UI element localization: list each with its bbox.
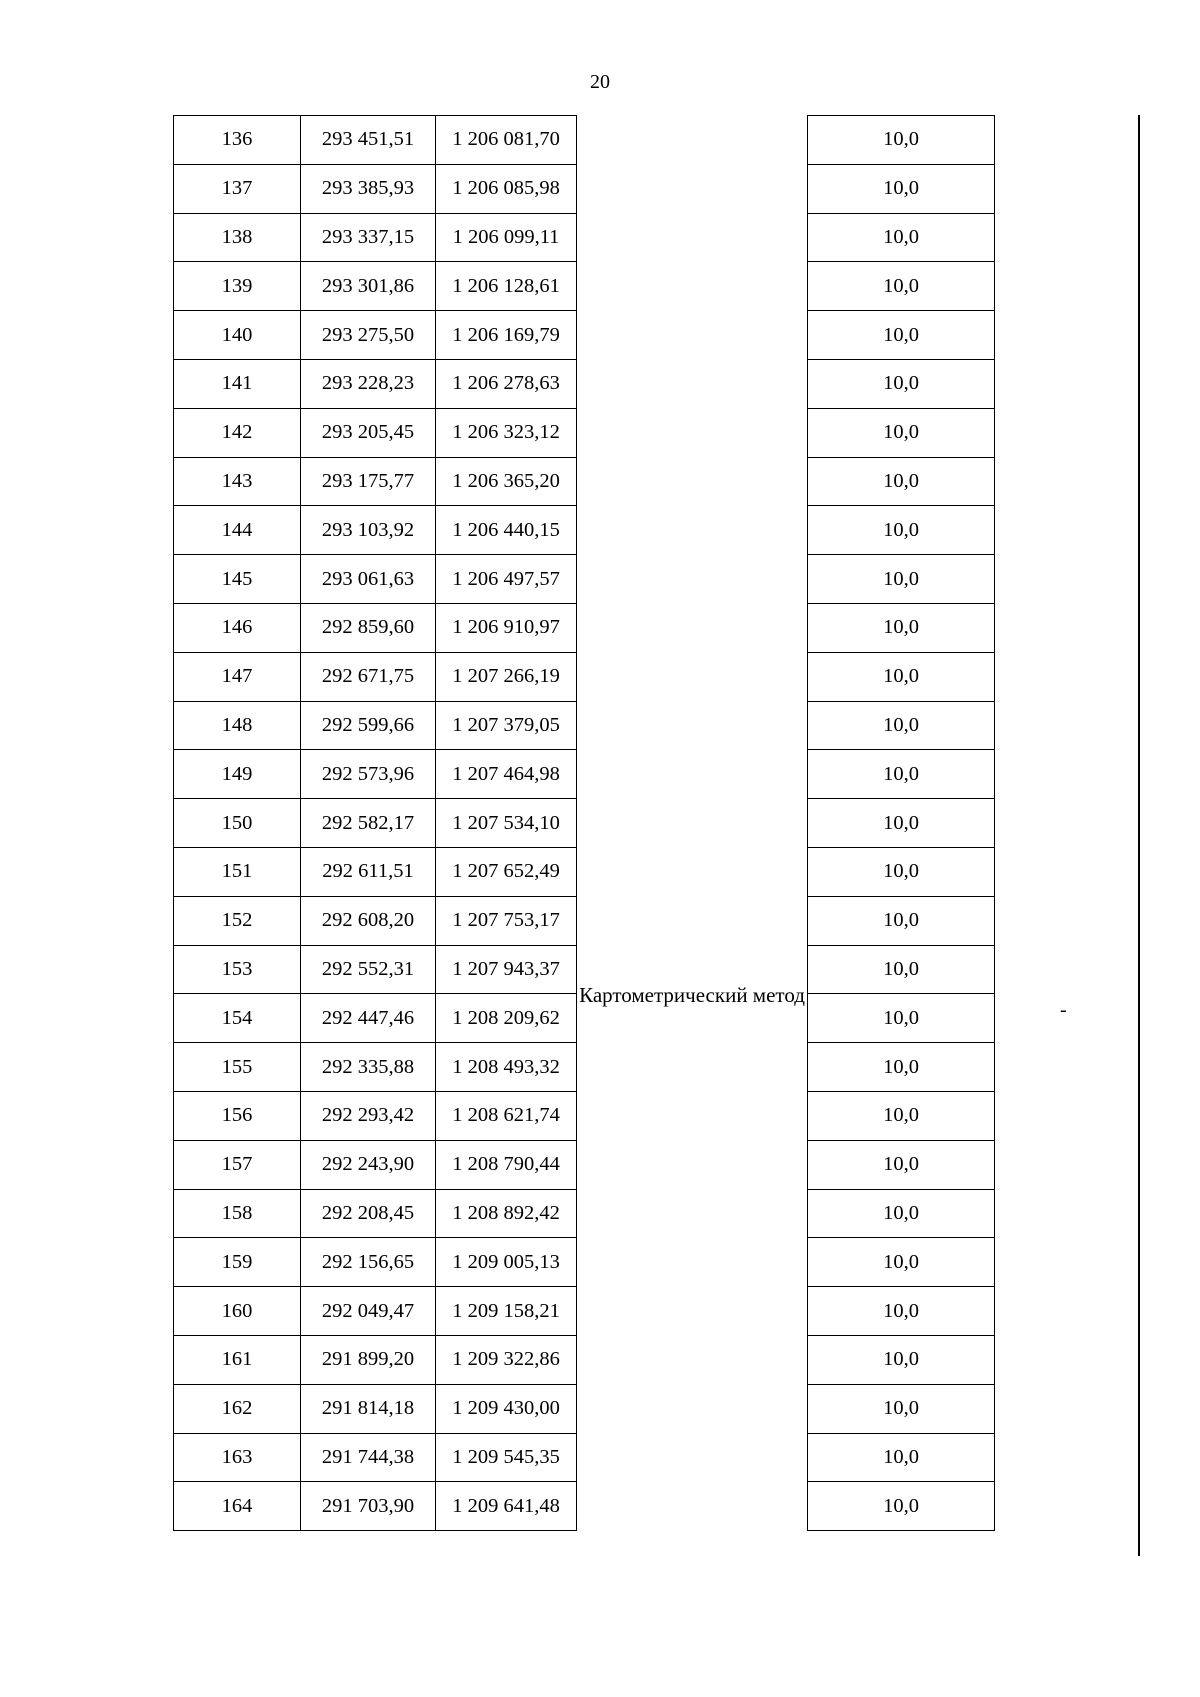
table-row: [808, 945, 995, 994]
y-coordinate-cell: 1 207 534,10: [436, 799, 577, 848]
table-row: [174, 701, 577, 750]
coordinates-table: [173, 115, 577, 1531]
y-coordinate-cell: 1 207 464,98: [436, 750, 577, 799]
point-number-cell: 162: [174, 1384, 301, 1433]
y-coordinate-cell: 1 208 892,42: [436, 1189, 577, 1238]
accuracy-cell: 10,0: [808, 457, 995, 506]
x-coordinate-cell: 293 385,93: [301, 164, 436, 213]
table-row: [808, 1287, 995, 1336]
y-coordinate-cell: 1 206 497,57: [436, 555, 577, 604]
point-number-cell: 161: [174, 1335, 301, 1384]
accuracy-cell: 10,0: [808, 1433, 995, 1482]
table-row: [174, 652, 577, 701]
y-coordinate-cell: 1 208 621,74: [436, 1091, 577, 1140]
accuracy-cell: 10,0: [808, 506, 995, 555]
y-coordinate-cell: 1 206 081,70: [436, 116, 577, 165]
table-row: [174, 506, 577, 555]
coordinates-table-body: [174, 116, 577, 1531]
point-number-cell: 137: [174, 164, 301, 213]
table-row: [808, 555, 995, 604]
y-coordinate-cell: 1 206 085,98: [436, 164, 577, 213]
table-row: [808, 896, 995, 945]
table-row: [808, 701, 995, 750]
table-row: [174, 799, 577, 848]
table-row: [174, 603, 577, 652]
point-number-cell: 138: [174, 213, 301, 262]
x-coordinate-cell: 293 275,50: [301, 311, 436, 360]
x-coordinate-cell: 293 451,51: [301, 116, 436, 165]
accuracy-cell: 10,0: [808, 603, 995, 652]
point-number-cell: 152: [174, 896, 301, 945]
table-row: [808, 262, 995, 311]
point-number-cell: 158: [174, 1189, 301, 1238]
accuracy-cell: 10,0: [808, 359, 995, 408]
table-row: [808, 1384, 995, 1433]
point-number-cell: 154: [174, 994, 301, 1043]
x-coordinate-cell: 292 156,65: [301, 1238, 436, 1287]
point-number-cell: 143: [174, 457, 301, 506]
point-number-cell: 147: [174, 652, 301, 701]
accuracy-cell: 10,0: [808, 408, 995, 457]
y-coordinate-cell: 1 206 910,97: [436, 603, 577, 652]
accuracy-cell: 10,0: [808, 116, 995, 165]
table-row: [808, 311, 995, 360]
table-row: [174, 994, 577, 1043]
point-number-cell: 156: [174, 1091, 301, 1140]
x-coordinate-cell: 293 061,63: [301, 555, 436, 604]
table-row: [808, 1091, 995, 1140]
point-number-cell: 163: [174, 1433, 301, 1482]
y-coordinate-cell: 1 209 005,13: [436, 1238, 577, 1287]
table-row: [174, 750, 577, 799]
accuracy-cell: 10,0: [808, 1482, 995, 1531]
table-row: [808, 799, 995, 848]
table-row: [174, 262, 577, 311]
table-row: [174, 1433, 577, 1482]
y-coordinate-cell: 1 208 493,32: [436, 1043, 577, 1092]
point-number-cell: 153: [174, 945, 301, 994]
table-row: [174, 457, 577, 506]
table-row: [808, 1335, 995, 1384]
x-coordinate-cell: 292 049,47: [301, 1287, 436, 1336]
x-coordinate-cell: 292 447,46: [301, 994, 436, 1043]
point-number-cell: 160: [174, 1287, 301, 1336]
point-number-cell: 140: [174, 311, 301, 360]
table-row: [808, 116, 995, 165]
x-coordinate-cell: 292 611,51: [301, 847, 436, 896]
x-coordinate-cell: 291 744,38: [301, 1433, 436, 1482]
dash-cell: -: [1060, 999, 1067, 1021]
point-number-cell: 149: [174, 750, 301, 799]
table-row: [808, 750, 995, 799]
x-coordinate-cell: 291 899,20: [301, 1335, 436, 1384]
accuracy-table: [807, 115, 995, 1531]
accuracy-cell: 10,0: [808, 1140, 995, 1189]
table-row: [174, 1482, 577, 1531]
y-coordinate-cell: 1 207 753,17: [436, 896, 577, 945]
accuracy-cell: 10,0: [808, 1189, 995, 1238]
accuracy-cell: 10,0: [808, 847, 995, 896]
accuracy-cell: 10,0: [808, 1238, 995, 1287]
y-coordinate-cell: 1 206 365,20: [436, 457, 577, 506]
point-number-cell: 155: [174, 1043, 301, 1092]
table-row: [174, 1189, 577, 1238]
x-coordinate-cell: 292 608,20: [301, 896, 436, 945]
x-coordinate-cell: 292 599,66: [301, 701, 436, 750]
y-coordinate-cell: 1 206 440,15: [436, 506, 577, 555]
table-row: [808, 603, 995, 652]
x-coordinate-cell: 291 703,90: [301, 1482, 436, 1531]
table-row: [174, 1335, 577, 1384]
table-row: [174, 945, 577, 994]
x-coordinate-cell: 291 814,18: [301, 1384, 436, 1433]
y-coordinate-cell: 1 206 278,63: [436, 359, 577, 408]
x-coordinate-cell: 292 859,60: [301, 603, 436, 652]
table-row: [174, 164, 577, 213]
x-coordinate-cell: 292 243,90: [301, 1140, 436, 1189]
y-coordinate-cell: 1 209 430,00: [436, 1384, 577, 1433]
y-coordinate-cell: 1 207 652,49: [436, 847, 577, 896]
point-number-cell: 157: [174, 1140, 301, 1189]
y-coordinate-cell: 1 209 641,48: [436, 1482, 577, 1531]
accuracy-cell: 10,0: [808, 262, 995, 311]
point-number-cell: 146: [174, 603, 301, 652]
x-coordinate-cell: 292 582,17: [301, 799, 436, 848]
table-row: [174, 311, 577, 360]
table-row: [808, 994, 995, 1043]
x-coordinate-cell: 293 337,15: [301, 213, 436, 262]
table-row: [808, 1482, 995, 1531]
accuracy-cell: 10,0: [808, 311, 995, 360]
y-coordinate-cell: 1 206 099,11: [436, 213, 577, 262]
accuracy-cell: 10,0: [808, 750, 995, 799]
table-row: [174, 1384, 577, 1433]
point-number-cell: 150: [174, 799, 301, 848]
x-coordinate-cell: 292 208,45: [301, 1189, 436, 1238]
point-number-cell: 142: [174, 408, 301, 457]
y-coordinate-cell: 1 209 545,35: [436, 1433, 577, 1482]
accuracy-cell: 10,0: [808, 1335, 995, 1384]
x-coordinate-cell: 293 103,92: [301, 506, 436, 555]
table-row: [174, 1287, 577, 1336]
accuracy-cell: 10,0: [808, 994, 995, 1043]
point-number-cell: 145: [174, 555, 301, 604]
x-coordinate-cell: 292 293,42: [301, 1091, 436, 1140]
accuracy-cell: 10,0: [808, 1043, 995, 1092]
table-row: [808, 847, 995, 896]
y-coordinate-cell: 1 207 266,19: [436, 652, 577, 701]
table-row: [808, 506, 995, 555]
table-row: [808, 408, 995, 457]
accuracy-cell: 10,0: [808, 799, 995, 848]
accuracy-cell: 10,0: [808, 164, 995, 213]
table-row: [808, 359, 995, 408]
x-coordinate-cell: 292 335,88: [301, 1043, 436, 1092]
table-row: [808, 1433, 995, 1482]
point-number-cell: 148: [174, 701, 301, 750]
x-coordinate-cell: 293 175,77: [301, 457, 436, 506]
table-row: [174, 847, 577, 896]
x-coordinate-cell: 292 552,31: [301, 945, 436, 994]
accuracy-cell: 10,0: [808, 652, 995, 701]
table-row: [174, 1091, 577, 1140]
table-row: [174, 359, 577, 408]
table-row: [174, 1043, 577, 1092]
table-row: [174, 213, 577, 262]
accuracy-cell: 10,0: [808, 896, 995, 945]
table-row: [808, 1043, 995, 1092]
table-row: [808, 1140, 995, 1189]
page-number: 20: [590, 71, 610, 93]
y-coordinate-cell: 1 207 379,05: [436, 701, 577, 750]
accuracy-cell: 10,0: [808, 1091, 995, 1140]
x-coordinate-cell: 293 228,23: [301, 359, 436, 408]
y-coordinate-cell: 1 206 169,79: [436, 311, 577, 360]
method-cell: Картометрический метод: [579, 983, 805, 1007]
point-number-cell: 164: [174, 1482, 301, 1531]
y-coordinate-cell: 1 207 943,37: [436, 945, 577, 994]
y-coordinate-cell: 1 208 790,44: [436, 1140, 577, 1189]
accuracy-cell: 10,0: [808, 701, 995, 750]
x-coordinate-cell: 293 301,86: [301, 262, 436, 311]
point-number-cell: 144: [174, 506, 301, 555]
accuracy-cell: 10,0: [808, 1287, 995, 1336]
table-row: [174, 408, 577, 457]
point-number-cell: 141: [174, 359, 301, 408]
point-number-cell: 139: [174, 262, 301, 311]
x-coordinate-cell: 292 671,75: [301, 652, 436, 701]
point-number-cell: 159: [174, 1238, 301, 1287]
point-number-cell: 136: [174, 116, 301, 165]
table-row: [174, 116, 577, 165]
table-row: [808, 213, 995, 262]
table-row: [174, 555, 577, 604]
x-coordinate-cell: 292 573,96: [301, 750, 436, 799]
accuracy-table-body: [808, 116, 995, 1531]
accuracy-cell: 10,0: [808, 1384, 995, 1433]
y-coordinate-cell: 1 209 322,86: [436, 1335, 577, 1384]
x-coordinate-cell: 293 205,45: [301, 408, 436, 457]
y-coordinate-cell: 1 209 158,21: [436, 1287, 577, 1336]
y-coordinate-cell: 1 206 323,12: [436, 408, 577, 457]
table-row: [808, 652, 995, 701]
y-coordinate-cell: 1 208 209,62: [436, 994, 577, 1043]
table-row: [174, 1238, 577, 1287]
table-right-border: [1138, 115, 1140, 1556]
table-row: [808, 457, 995, 506]
table-row: [808, 164, 995, 213]
table-row: [174, 1140, 577, 1189]
table-row: [174, 896, 577, 945]
accuracy-cell: 10,0: [808, 945, 995, 994]
accuracy-cell: 10,0: [808, 555, 995, 604]
table-row: [808, 1238, 995, 1287]
y-coordinate-cell: 1 206 128,61: [436, 262, 577, 311]
point-number-cell: 151: [174, 847, 301, 896]
table-row: [808, 1189, 995, 1238]
accuracy-cell: 10,0: [808, 213, 995, 262]
